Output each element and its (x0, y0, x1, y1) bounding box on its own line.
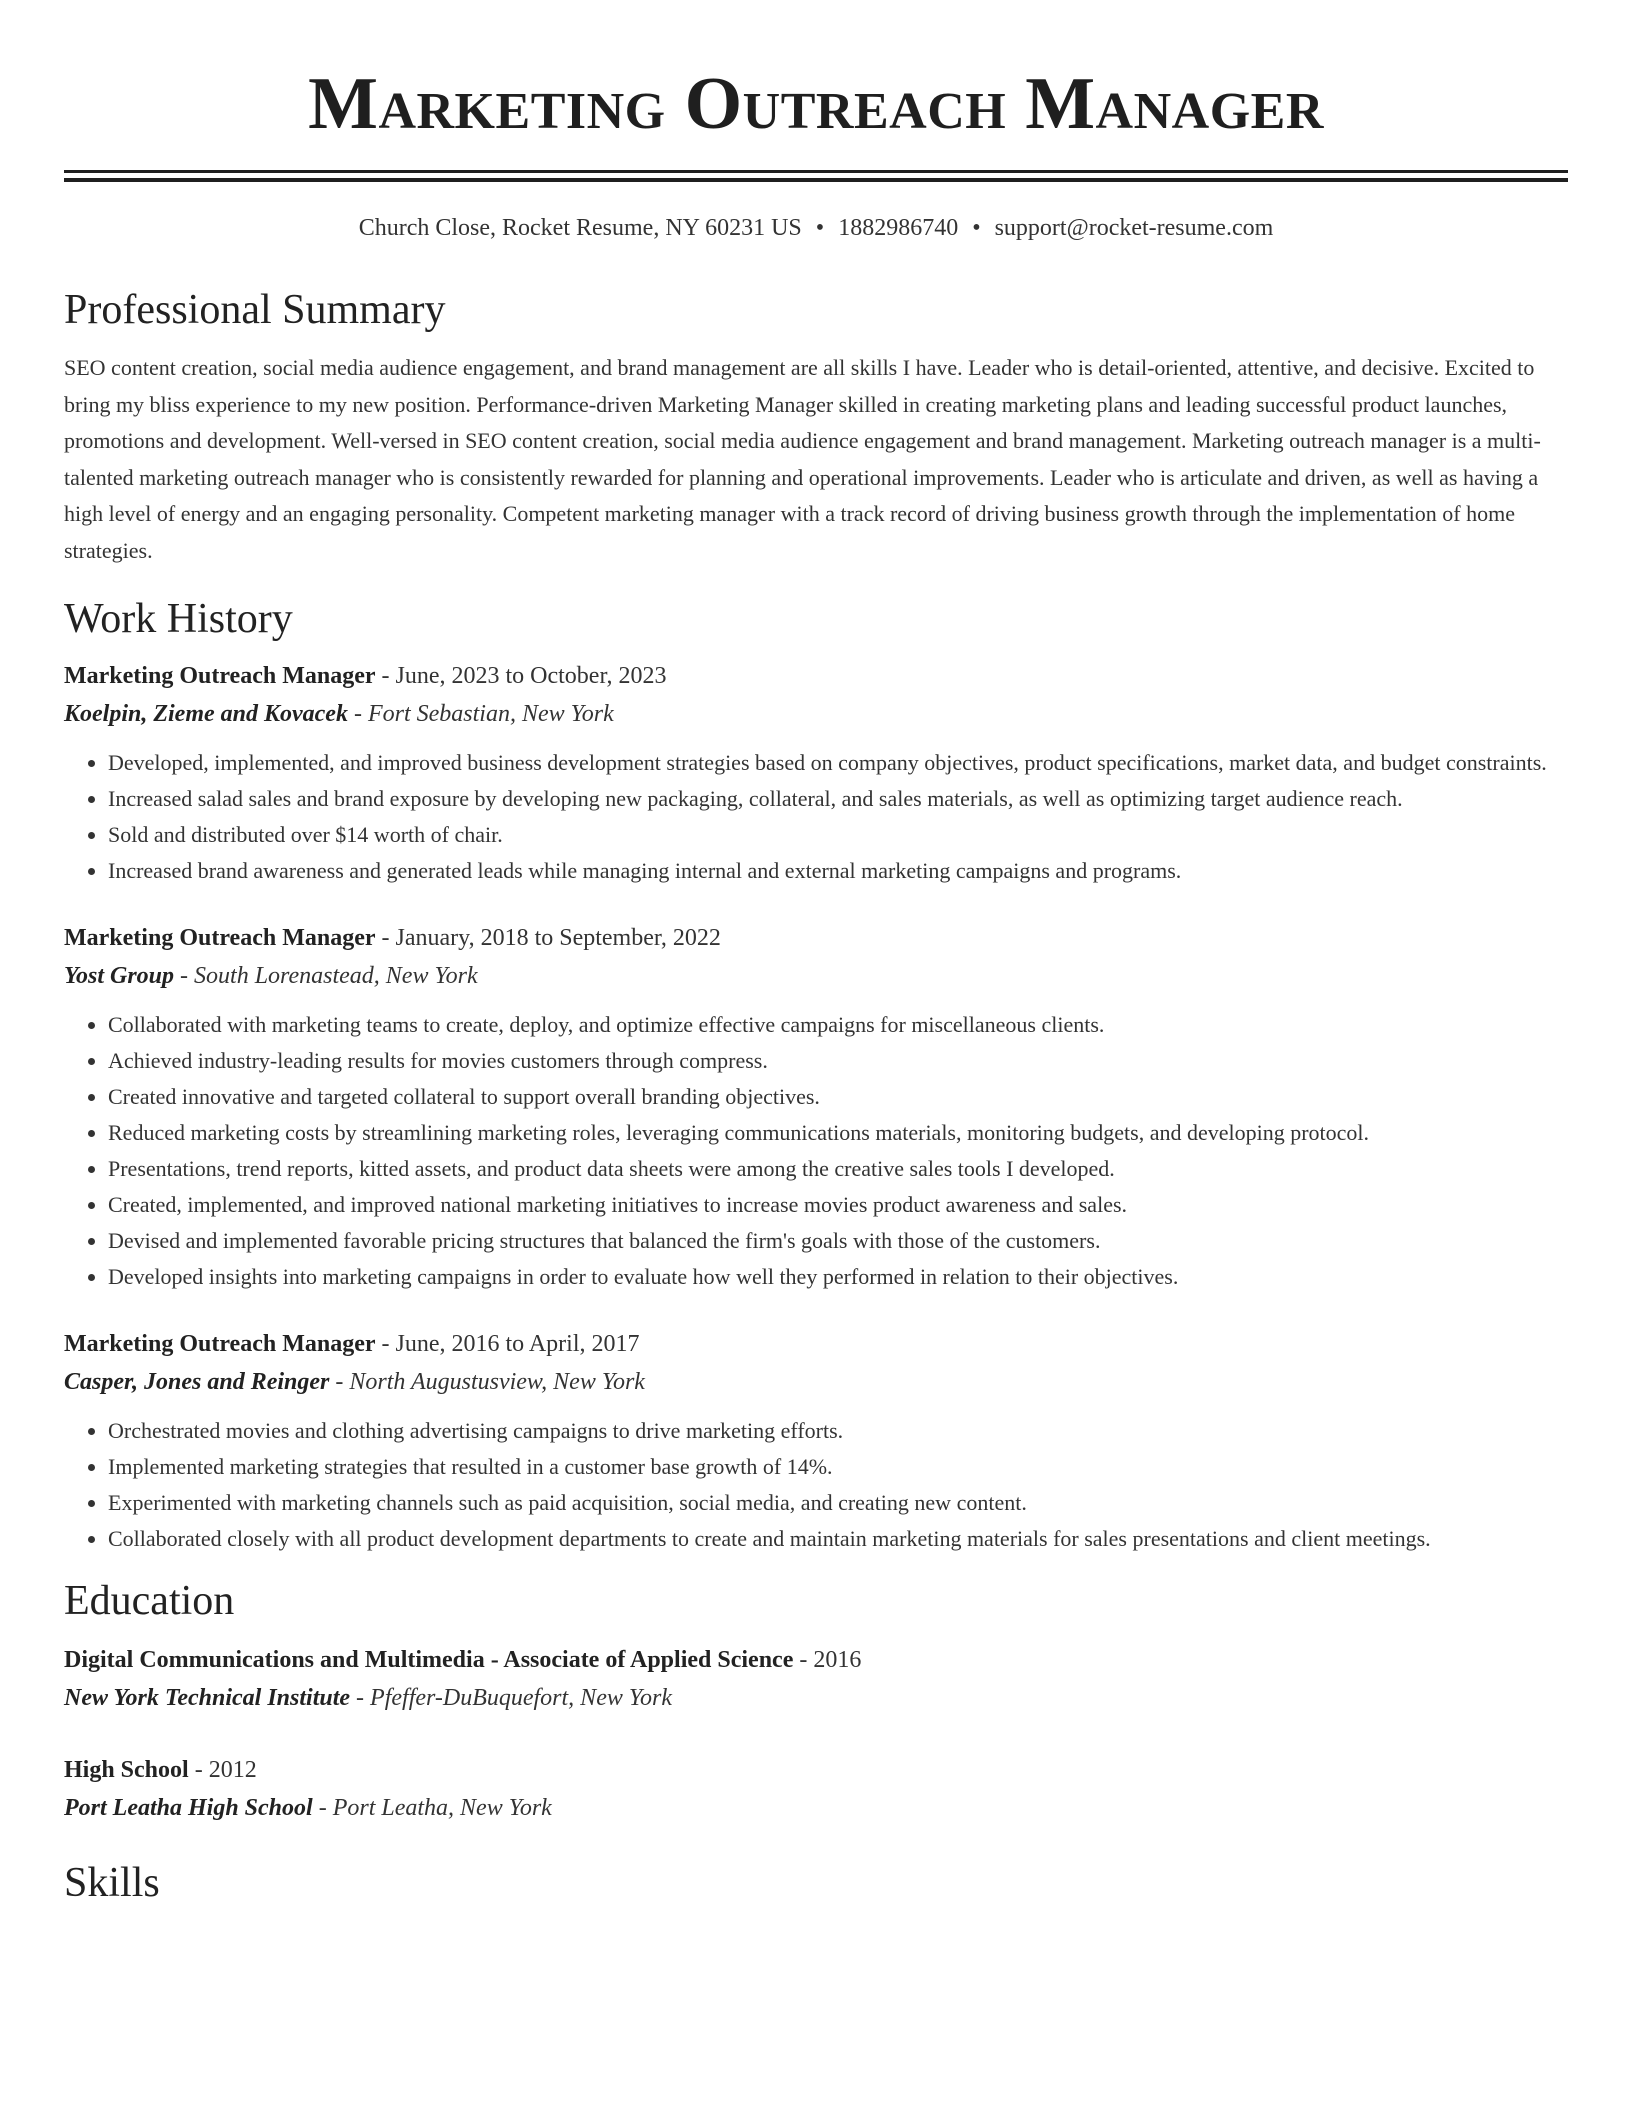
section-heading-education: Education (64, 1578, 235, 1624)
job-bullet: • Created innovative and targeted collateral to support overall branding objectives. (108, 1079, 1568, 1115)
contact-email: support@rocket-resume.com (994, 215, 1274, 241)
job-company: Yost Group (64, 963, 175, 989)
section-heading-work-history: Work History (64, 596, 293, 642)
job-company-line (64, 1363, 1568, 1401)
resume-name-title: Marketing Outreach Manager (308, 63, 1324, 145)
job-bullet: • Collaborated with marketing teams to create, deploy, and optimize effective campaigns for miscellaneous clients. (108, 1007, 1568, 1043)
education-school: New York Technical Institute (64, 1685, 351, 1711)
job-company-line (64, 695, 1568, 733)
education-school: Port Leatha High School (64, 1795, 313, 1821)
job-company: Casper, Jones and Reinger (64, 1369, 330, 1395)
job-company: Koelpin, Zieme and Kovacek (64, 701, 348, 727)
contact-phone: 1882986740 (838, 215, 959, 241)
education-school-line (64, 1789, 1568, 1827)
job-title-line (64, 919, 1568, 957)
contact-address: Church Close, Rocket Resume, NY 60231 US (358, 215, 802, 241)
job-bullet: • Sold and distributed over $14 worth of chair. (108, 817, 1568, 853)
contact-separator: • (815, 215, 825, 241)
job-bullet: • Increased brand awareness and generated leads while managing internal and external marketing campaigns and programs. (108, 853, 1568, 889)
job-bullet: • Orchestrated movies and clothing advertising campaigns to drive marketing efforts. (108, 1413, 1568, 1449)
job-company-line (64, 957, 1568, 995)
job-title: Marketing Outreach Manager (64, 663, 376, 689)
education-school-line (64, 1679, 1568, 1717)
section-heading-summary: Professional Summary (64, 287, 446, 333)
education-degree: Digital Communications and Multimedia - Associate of Applied Science (64, 1647, 794, 1673)
job-bullet: • Devised and implemented favorable pricing structures that balanced the firm's goals with those of the customers. (108, 1223, 1568, 1259)
job-location: - South Lorenastead, New York (174, 963, 478, 989)
job-title: Marketing Outreach Manager (64, 925, 376, 951)
job-bullet-list (64, 1413, 1568, 1557)
contact-line (64, 212, 1568, 244)
education-year: - 2016 (793, 1647, 862, 1673)
job-location: - Fort Sebastian, New York (347, 701, 614, 727)
job-bullet: • Presentations, trend reports, kitted assets, and product data sheets were among the creative sales tools I developed. (108, 1151, 1568, 1187)
job-bullet: • Collaborated closely with all product development departments to create and maintain marketing materials for sales presentations and client meetings. (108, 1521, 1568, 1557)
education-degree-line (64, 1641, 1568, 1679)
job-dates: - January, 2018 to September, 2022 (375, 925, 721, 951)
title-double-rule (64, 170, 1568, 182)
education-location: - Port Leatha, New York (312, 1795, 552, 1821)
job-title: Marketing Outreach Manager (64, 1331, 376, 1357)
job-bullet: • Increased salad sales and brand exposure by developing new packaging, collateral, and sales materials, as well as optimizing target audience reach. (108, 781, 1568, 817)
job-title-line (64, 657, 1568, 695)
job-bullet: • Created, implemented, and improved national marketing initiatives to increase movies product awareness and sales. (108, 1187, 1568, 1223)
education-location: - Pfeffer-DuBuquefort, New York (350, 1685, 672, 1711)
job-bullet: • Experimented with marketing channels such as paid acquisition, social media, and creating new content. (108, 1485, 1568, 1521)
job-bullet-list (64, 1007, 1568, 1295)
job-title-line (64, 1325, 1568, 1363)
job-bullet: • Achieved industry-leading results for movies customers through compress. (108, 1043, 1568, 1079)
education-entry (64, 1641, 1568, 1717)
job-bullet: • Implemented marketing strategies that resulted in a customer base growth of 14%. (108, 1449, 1568, 1485)
job-entry (64, 657, 1568, 889)
job-entry (64, 1325, 1568, 1557)
education-degree-line (64, 1751, 1568, 1789)
education-entry (64, 1751, 1568, 1827)
section-heading-skills: Skills (64, 1860, 160, 1906)
job-bullet: • Developed insights into marketing campaigns in order to evaluate how well they performed in relation to their objectives. (108, 1259, 1568, 1295)
job-dates: - June, 2016 to April, 2017 (375, 1331, 640, 1357)
summary-text: SEO content creation, social media audience engagement, and brand management are all skills I have. Leader who is detail-oriented, attentive, and decisive. Excited to bring my bliss experience to my new position. Performance-driven Marketing Manager skilled in creating marketing plans and leading successful product launches, promotions and development. Well-versed in SEO content creation, social media audience engagement and brand management. Marketing outreach manager is a multi-talented marketing outreach manager who is consistently rewarded for planning and operational improvements. Leader who is articulate and driven, as well as having a high level of energy and an engaging personality. Competent marketing manager with a track record of driving business growth through the implementation of home strategies. (64, 355, 1541, 563)
job-dates: - June, 2023 to October, 2023 (375, 663, 667, 689)
contact-separator: • (972, 215, 981, 241)
job-bullet: • Developed, implemented, and improved business development strategies based on company objectives, product specifications, market data, and budget constraints. (108, 745, 1568, 781)
job-entry (64, 919, 1568, 1295)
job-bullet: • Reduced marketing costs by streamlining marketing roles, leveraging communications materials, monitoring budgets, and developing protocol. (108, 1115, 1568, 1151)
education-year: - 2012 (188, 1757, 257, 1783)
job-location: - North Augustusview, New York (329, 1369, 645, 1395)
job-bullet-list (64, 745, 1568, 889)
education-degree: High School (64, 1757, 189, 1783)
